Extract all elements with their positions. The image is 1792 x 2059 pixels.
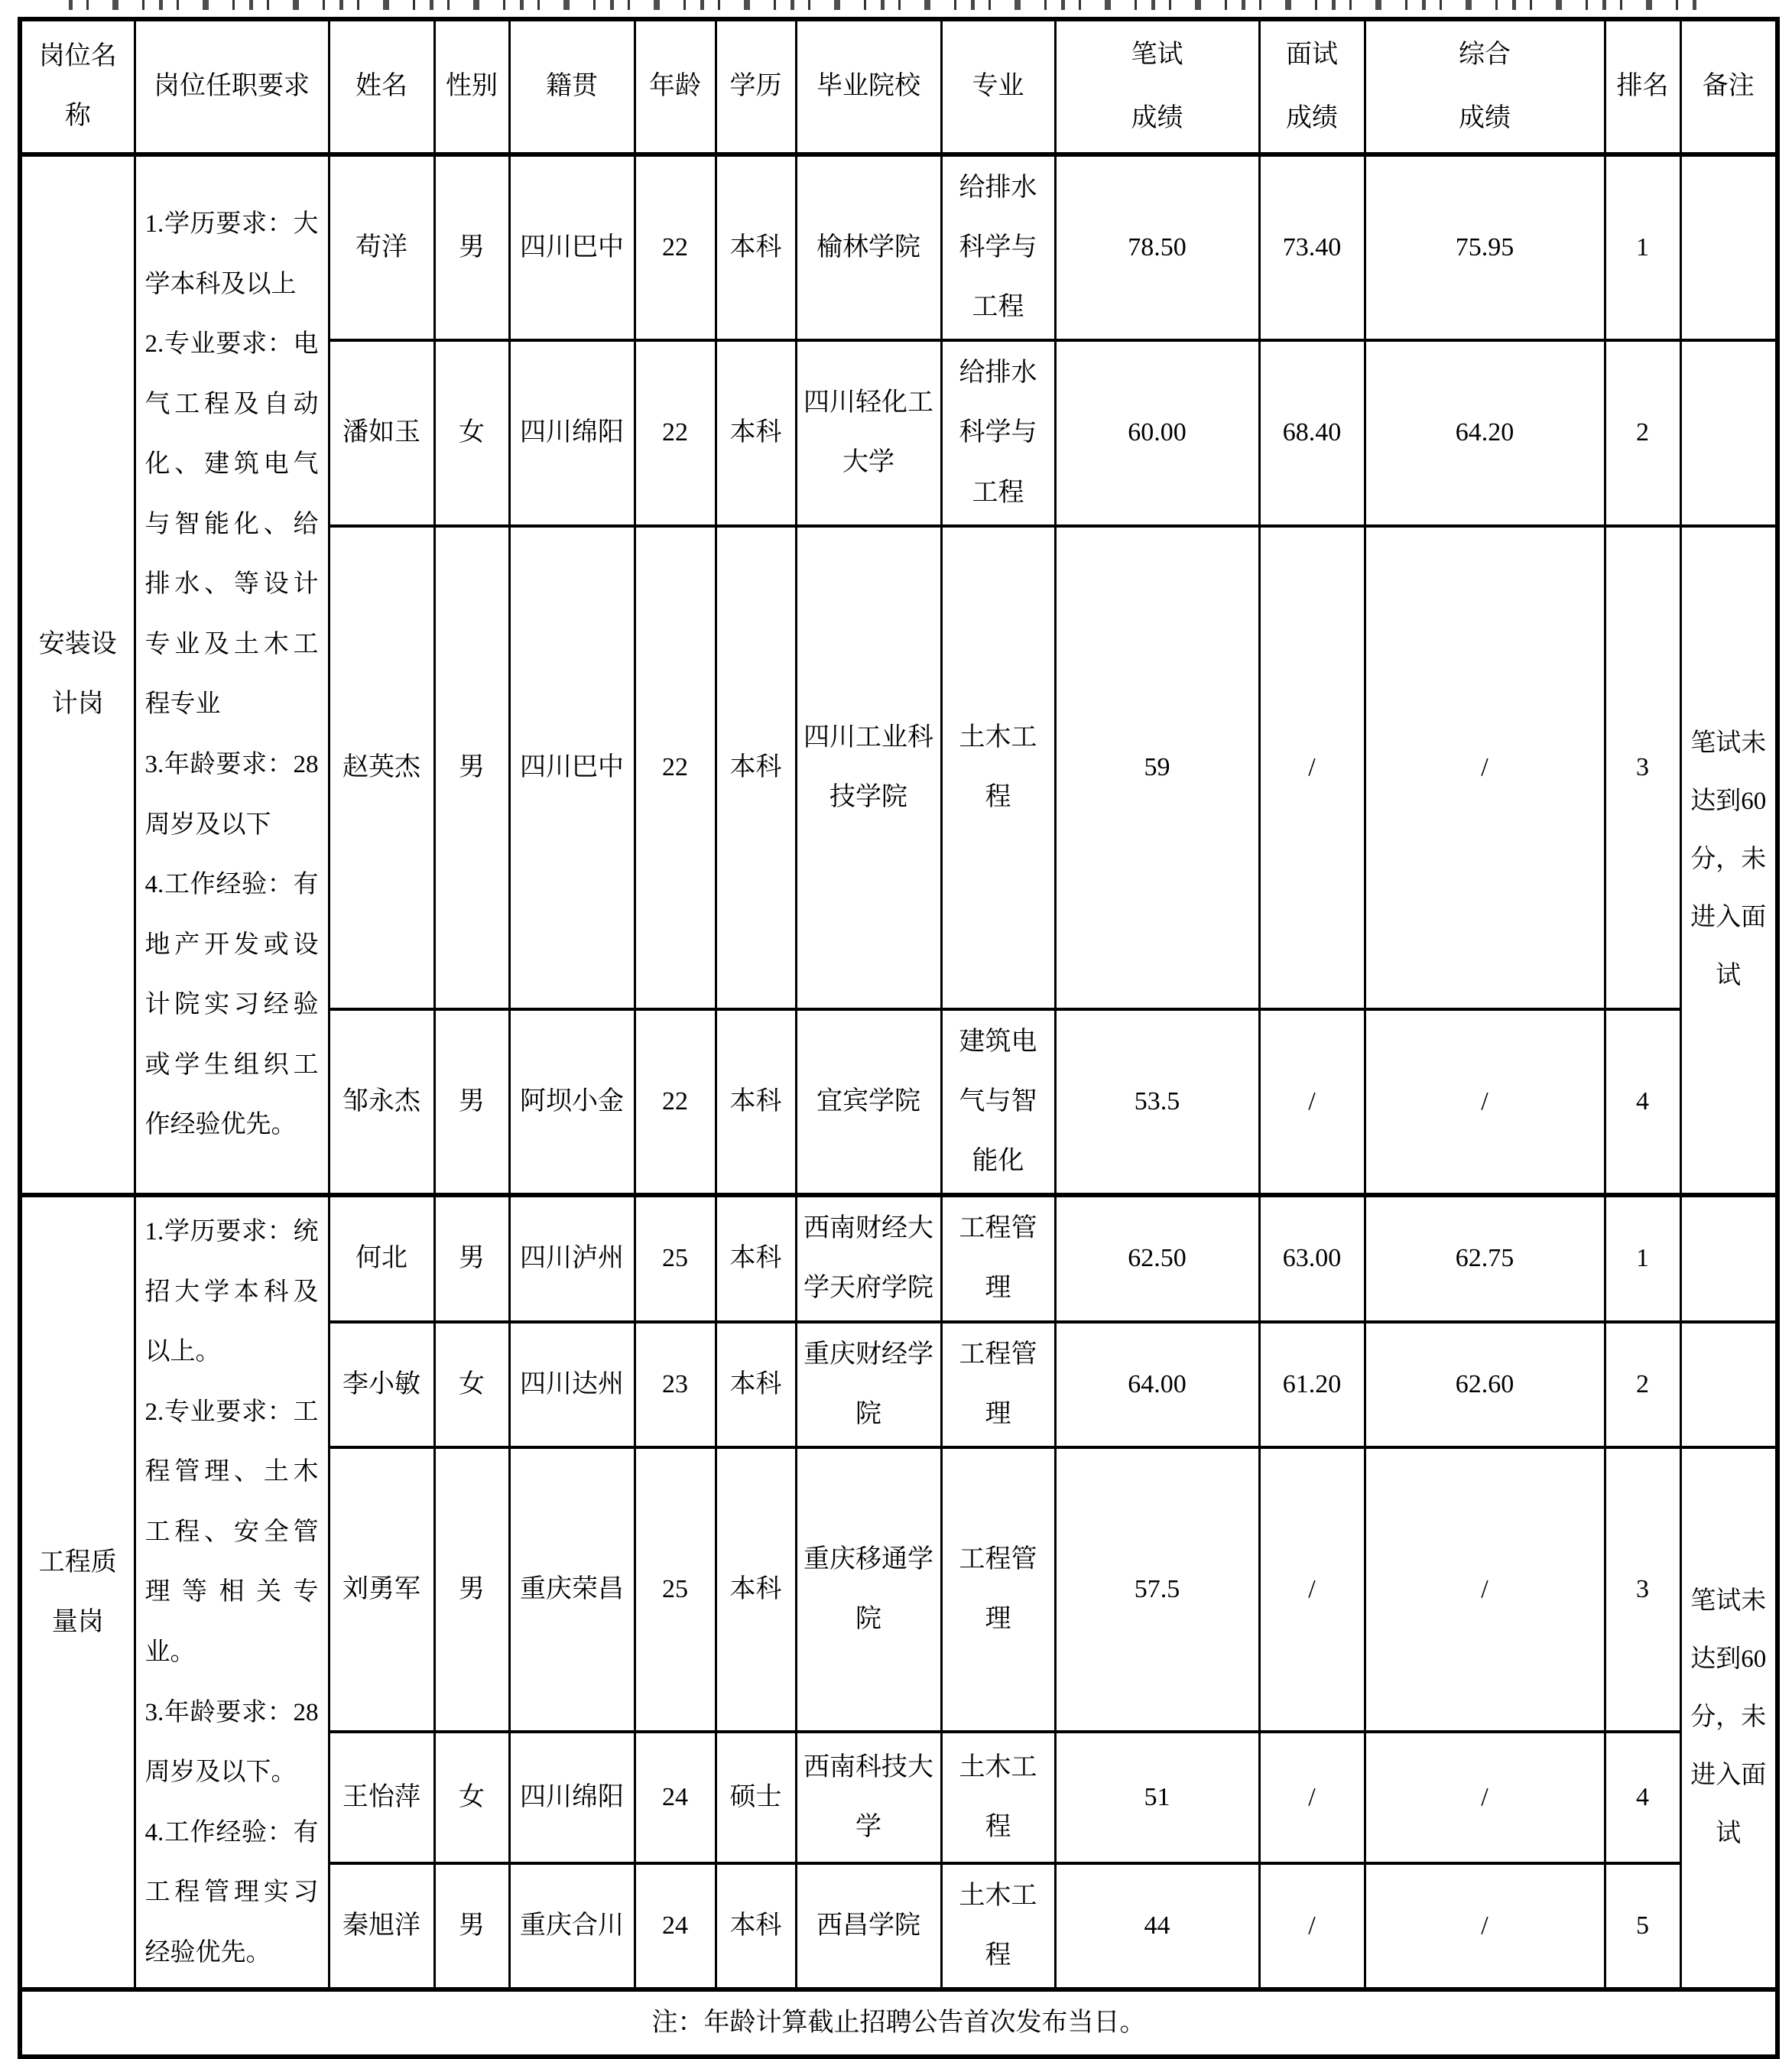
cell-rank: 2: [1605, 340, 1680, 526]
col-header-name: 姓名: [329, 19, 434, 154]
cell-remark: [1680, 1322, 1777, 1447]
cell-native-place: 重庆合川: [509, 1863, 635, 1989]
cell-education: 本科: [716, 1322, 796, 1447]
cell-school: 重庆财经学院: [796, 1322, 941, 1447]
col-header-education: 学历: [716, 19, 796, 154]
cell-education: 本科: [716, 1863, 796, 1989]
cell-overall-score: /: [1365, 1009, 1605, 1196]
requirement-item: 1.学历要求：统招大学本科及以上。: [144, 1218, 319, 1366]
cell-written-score: 60.00: [1055, 340, 1259, 526]
cell-interview-score: 61.20: [1259, 1322, 1365, 1447]
cell-native-place: 四川巴中: [509, 154, 635, 341]
cell-gender: 男: [434, 1863, 509, 1989]
cell-gender: 女: [434, 1732, 509, 1863]
cell-education: 本科: [716, 340, 796, 526]
cell-native-place: 四川达州: [509, 1322, 635, 1447]
requirements-cell: [135, 154, 329, 1196]
cell-rank: 1: [1605, 154, 1680, 341]
cell-overall-score: /: [1365, 1732, 1605, 1863]
cell-overall-score: 62.60: [1365, 1322, 1605, 1447]
position-cell: 安装设计岗: [20, 154, 135, 1196]
header-row: [20, 19, 1777, 154]
cell-school: 重庆移通学院: [796, 1447, 941, 1732]
cell-remark-merged: 笔试未达到60分，未进入面试: [1680, 526, 1777, 1196]
cell-written-score: 62.50: [1055, 1195, 1259, 1321]
cell-interview-score: /: [1259, 1009, 1365, 1196]
cell-age: 24: [635, 1863, 716, 1989]
cell-age: 24: [635, 1732, 716, 1863]
cell-major: 工程管理: [941, 1195, 1055, 1321]
requirement-item: 4.工作经验：有工程管理实习经验优先。: [144, 1818, 319, 1966]
cell-major: 土木工程: [941, 1732, 1055, 1863]
cell-remark-merged: 笔试未达到60分，未进入面试: [1680, 1447, 1777, 1989]
cell-native-place: 阿坝小金: [509, 1009, 635, 1196]
cell-interview-score: 63.00: [1259, 1195, 1365, 1321]
cell-native-place: 四川绵阳: [509, 1732, 635, 1863]
cell-written-score: 78.50: [1055, 154, 1259, 341]
col-header-requirements: 岗位任职要求: [135, 19, 329, 154]
cell-written-score: 57.5: [1055, 1447, 1259, 1732]
cell-native-place: 重庆荣昌: [509, 1447, 635, 1732]
col-header-gender: 性别: [434, 19, 509, 154]
cell-name: 潘如玉: [329, 340, 434, 526]
cell-name: 苟洋: [329, 154, 434, 341]
col-header-position: 岗位名称: [20, 19, 135, 154]
cell-age: 22: [635, 1009, 716, 1196]
cell-age: 23: [635, 1322, 716, 1447]
cell-school: 西南财经大学天府学院: [796, 1195, 941, 1321]
cell-rank: 3: [1605, 1447, 1680, 1732]
cell-gender: 男: [434, 526, 509, 1009]
cell-rank: 1: [1605, 1195, 1680, 1321]
cell-written-score: 44: [1055, 1863, 1259, 1989]
recruitment-results-table: [18, 17, 1780, 2059]
cell-rank: 5: [1605, 1863, 1680, 1989]
cell-name: 刘勇军: [329, 1447, 434, 1732]
col-header-major: 专业: [941, 19, 1055, 154]
cell-rank: 4: [1605, 1732, 1680, 1863]
cell-education: 硕士: [716, 1732, 796, 1863]
cell-major: 土木工程: [941, 526, 1055, 1009]
cell-name: 何北: [329, 1195, 434, 1321]
cell-education: 本科: [716, 1447, 796, 1732]
requirement-item: 2.专业要求：工程管理、土木工程、安全管理等相关专业。: [144, 1398, 319, 1666]
cell-major: 土木工程: [941, 1863, 1055, 1989]
cell-name: 李小敏: [329, 1322, 434, 1447]
col-header-written-score: 笔试 成绩: [1055, 19, 1259, 154]
cell-remark: [1680, 1195, 1777, 1321]
cell-name: 王怡萍: [329, 1732, 434, 1863]
cell-gender: 男: [434, 1195, 509, 1321]
footer-row: [20, 1989, 1777, 2057]
cell-overall-score: 64.20: [1365, 340, 1605, 526]
requirement-item: 3.年龄要求：28周岁及以下。: [144, 1698, 319, 1787]
clipped-text-fragments: [69, 0, 1697, 10]
cell-school: 四川工业科技学院: [796, 526, 941, 1009]
cell-name: 秦旭洋: [329, 1863, 434, 1989]
col-header-overall-score: 综合 成绩: [1365, 19, 1605, 154]
cell-education: 本科: [716, 154, 796, 341]
cell-native-place: 四川泸州: [509, 1195, 635, 1321]
cell-interview-score: 73.40: [1259, 154, 1365, 341]
cell-major: 工程管理: [941, 1447, 1055, 1732]
cell-gender: 男: [434, 1009, 509, 1196]
cell-interview-score: 68.40: [1259, 340, 1365, 526]
col-header-school: 毕业院校: [796, 19, 941, 154]
col-header-age: 年龄: [635, 19, 716, 154]
cell-written-score: 59: [1055, 526, 1259, 1009]
cell-overall-score: 62.75: [1365, 1195, 1605, 1321]
cell-major: 工程管理: [941, 1322, 1055, 1447]
cell-remark: [1680, 154, 1777, 341]
cell-major: 建筑电气与智能化: [941, 1009, 1055, 1196]
cell-age: 22: [635, 526, 716, 1009]
col-header-native-place: 籍贯: [509, 19, 635, 154]
cell-written-score: 51: [1055, 1732, 1259, 1863]
cell-interview-score: /: [1259, 1863, 1365, 1989]
col-header-rank: 排名: [1605, 19, 1680, 154]
cell-age: 25: [635, 1195, 716, 1321]
cell-school: 宜宾学院: [796, 1009, 941, 1196]
requirement-item: 2.专业要求：电气工程及自动化、建筑电气与智能化、给排水、等设计专业及土木工程专业: [144, 330, 319, 719]
position-cell: 工程质量岗: [20, 1195, 135, 1989]
cell-school: 榆林学院: [796, 154, 941, 341]
cell-overall-score: /: [1365, 1863, 1605, 1989]
requirement-item: 1.学历要求：大学本科及以上: [144, 210, 319, 298]
cell-major: 给排水科学与工程: [941, 340, 1055, 526]
footer-note: 注：年龄计算截止招聘公告首次发布当日。: [20, 1989, 1777, 2057]
cell-written-score: 64.00: [1055, 1322, 1259, 1447]
cell-interview-score: /: [1259, 1447, 1365, 1732]
cell-school: 四川轻化工大学: [796, 340, 941, 526]
cell-rank: 4: [1605, 1009, 1680, 1196]
requirements-cell: [135, 1195, 329, 1989]
cell-age: 22: [635, 340, 716, 526]
cell-school: 西南科技大学: [796, 1732, 941, 1863]
cell-gender: 女: [434, 340, 509, 526]
cell-gender: 男: [434, 1447, 509, 1732]
cell-gender: 女: [434, 1322, 509, 1447]
table-row: [20, 1195, 1777, 1321]
cell-written-score: 53.5: [1055, 1009, 1259, 1196]
col-header-remark: 备注: [1680, 19, 1777, 154]
requirement-item: 3.年龄要求：28周岁及以下: [144, 750, 319, 839]
cell-gender: 男: [434, 154, 509, 341]
cell-name: 邹永杰: [329, 1009, 434, 1196]
cell-interview-score: /: [1259, 1732, 1365, 1863]
cell-interview-score: /: [1259, 526, 1365, 1009]
cell-native-place: 四川巴中: [509, 526, 635, 1009]
requirement-item: 4.工作经验：有地产开发或设计院实习经验或学生组织工作经验优先。: [144, 871, 319, 1139]
cell-remark: [1680, 340, 1777, 526]
cell-overall-score: /: [1365, 526, 1605, 1009]
cell-overall-score: 75.95: [1365, 154, 1605, 341]
cell-native-place: 四川绵阳: [509, 340, 635, 526]
cell-rank: 3: [1605, 526, 1680, 1009]
cell-age: 22: [635, 154, 716, 341]
cell-school: 西昌学院: [796, 1863, 941, 1989]
cell-rank: 2: [1605, 1322, 1680, 1447]
cell-major: 给排水科学与工程: [941, 154, 1055, 341]
cell-age: 25: [635, 1447, 716, 1732]
cell-education: 本科: [716, 1195, 796, 1321]
cell-education: 本科: [716, 526, 796, 1009]
cell-overall-score: /: [1365, 1447, 1605, 1732]
cell-education: 本科: [716, 1009, 796, 1196]
col-header-interview-score: 面试 成绩: [1259, 19, 1365, 154]
cell-name: 赵英杰: [329, 526, 434, 1009]
table-row: [20, 154, 1777, 341]
